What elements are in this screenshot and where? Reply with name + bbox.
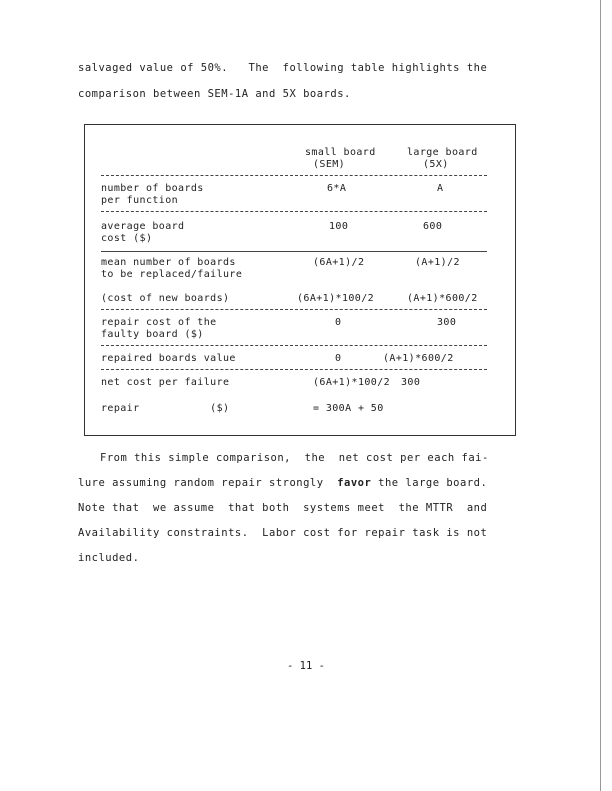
conclusion-line-3: Note that we assume that both systems meet the MTTR and bbox=[78, 502, 488, 514]
page-edge bbox=[600, 0, 601, 791]
conclusion-line-1: From this simple comparison, the net cost per each fai- bbox=[100, 452, 489, 464]
row-label: cost ($) bbox=[101, 233, 153, 244]
row-label: number of boards bbox=[101, 183, 204, 194]
col-small-header-1: small board bbox=[305, 147, 376, 158]
row-small-value: 100 bbox=[329, 221, 349, 232]
row-small-value: (6A+1)*100/2 bbox=[297, 293, 375, 304]
row-label: (cost of new boards) bbox=[101, 293, 230, 304]
row-large-value: 600 bbox=[423, 221, 443, 232]
row-small-value: (6A+1)*100/2 bbox=[313, 377, 391, 388]
row-label: net cost per failure bbox=[101, 377, 230, 388]
rule bbox=[101, 211, 487, 212]
conclusion-line-5: included. bbox=[78, 552, 140, 564]
row-label: faulty board ($) bbox=[101, 329, 204, 340]
page-number: - 11 - bbox=[287, 660, 325, 672]
col-small-header-2: (SEM) bbox=[313, 159, 346, 170]
emphasis-favor: favor bbox=[337, 477, 372, 489]
rule bbox=[101, 309, 487, 310]
comparison-table bbox=[84, 124, 516, 436]
row-small-value: 6*A bbox=[327, 183, 347, 194]
row-small-value: 0 bbox=[335, 317, 342, 328]
row-small-value: (6A+1)/2 bbox=[313, 257, 365, 268]
row-label: repair cost of the bbox=[101, 317, 217, 328]
rule bbox=[101, 345, 487, 346]
row-small-value: 0 bbox=[335, 353, 342, 364]
row-label: to be replaced/failure bbox=[101, 269, 243, 280]
row-large-value: (A+1)*600/2 bbox=[383, 353, 454, 364]
intro-line-1: salvaged value of 50%. The following table highlights the bbox=[78, 62, 488, 74]
conclusion-text: the large board. bbox=[371, 477, 488, 489]
row-small-value: = 300A + 50 bbox=[313, 403, 384, 414]
row-label: repair ($) bbox=[101, 403, 230, 414]
row-label: per function bbox=[101, 195, 179, 206]
row-large-value: 300 bbox=[437, 317, 457, 328]
rule bbox=[101, 369, 487, 370]
row-label: repaired boards value bbox=[101, 353, 236, 364]
intro-line-2: comparison between SEM-1A and 5X boards. bbox=[78, 88, 351, 100]
col-large-header-1: large board bbox=[407, 147, 478, 158]
row-label: average board bbox=[101, 221, 185, 232]
row-label: mean number of boards bbox=[101, 257, 236, 268]
conclusion-text: lure assuming random repair strongly bbox=[78, 477, 338, 489]
col-large-header-2: (5X) bbox=[423, 159, 449, 170]
rule bbox=[101, 175, 487, 176]
rule bbox=[101, 251, 487, 252]
conclusion-line-2 bbox=[78, 477, 487, 489]
row-large-value: (A+1)/2 bbox=[415, 257, 460, 268]
row-large-value: 300 bbox=[401, 377, 421, 388]
conclusion-line-4: Availability constraints. Labor cost for repair task is not bbox=[78, 527, 488, 539]
row-large-value: A bbox=[437, 183, 444, 194]
row-large-value: (A+1)*600/2 bbox=[407, 293, 478, 304]
